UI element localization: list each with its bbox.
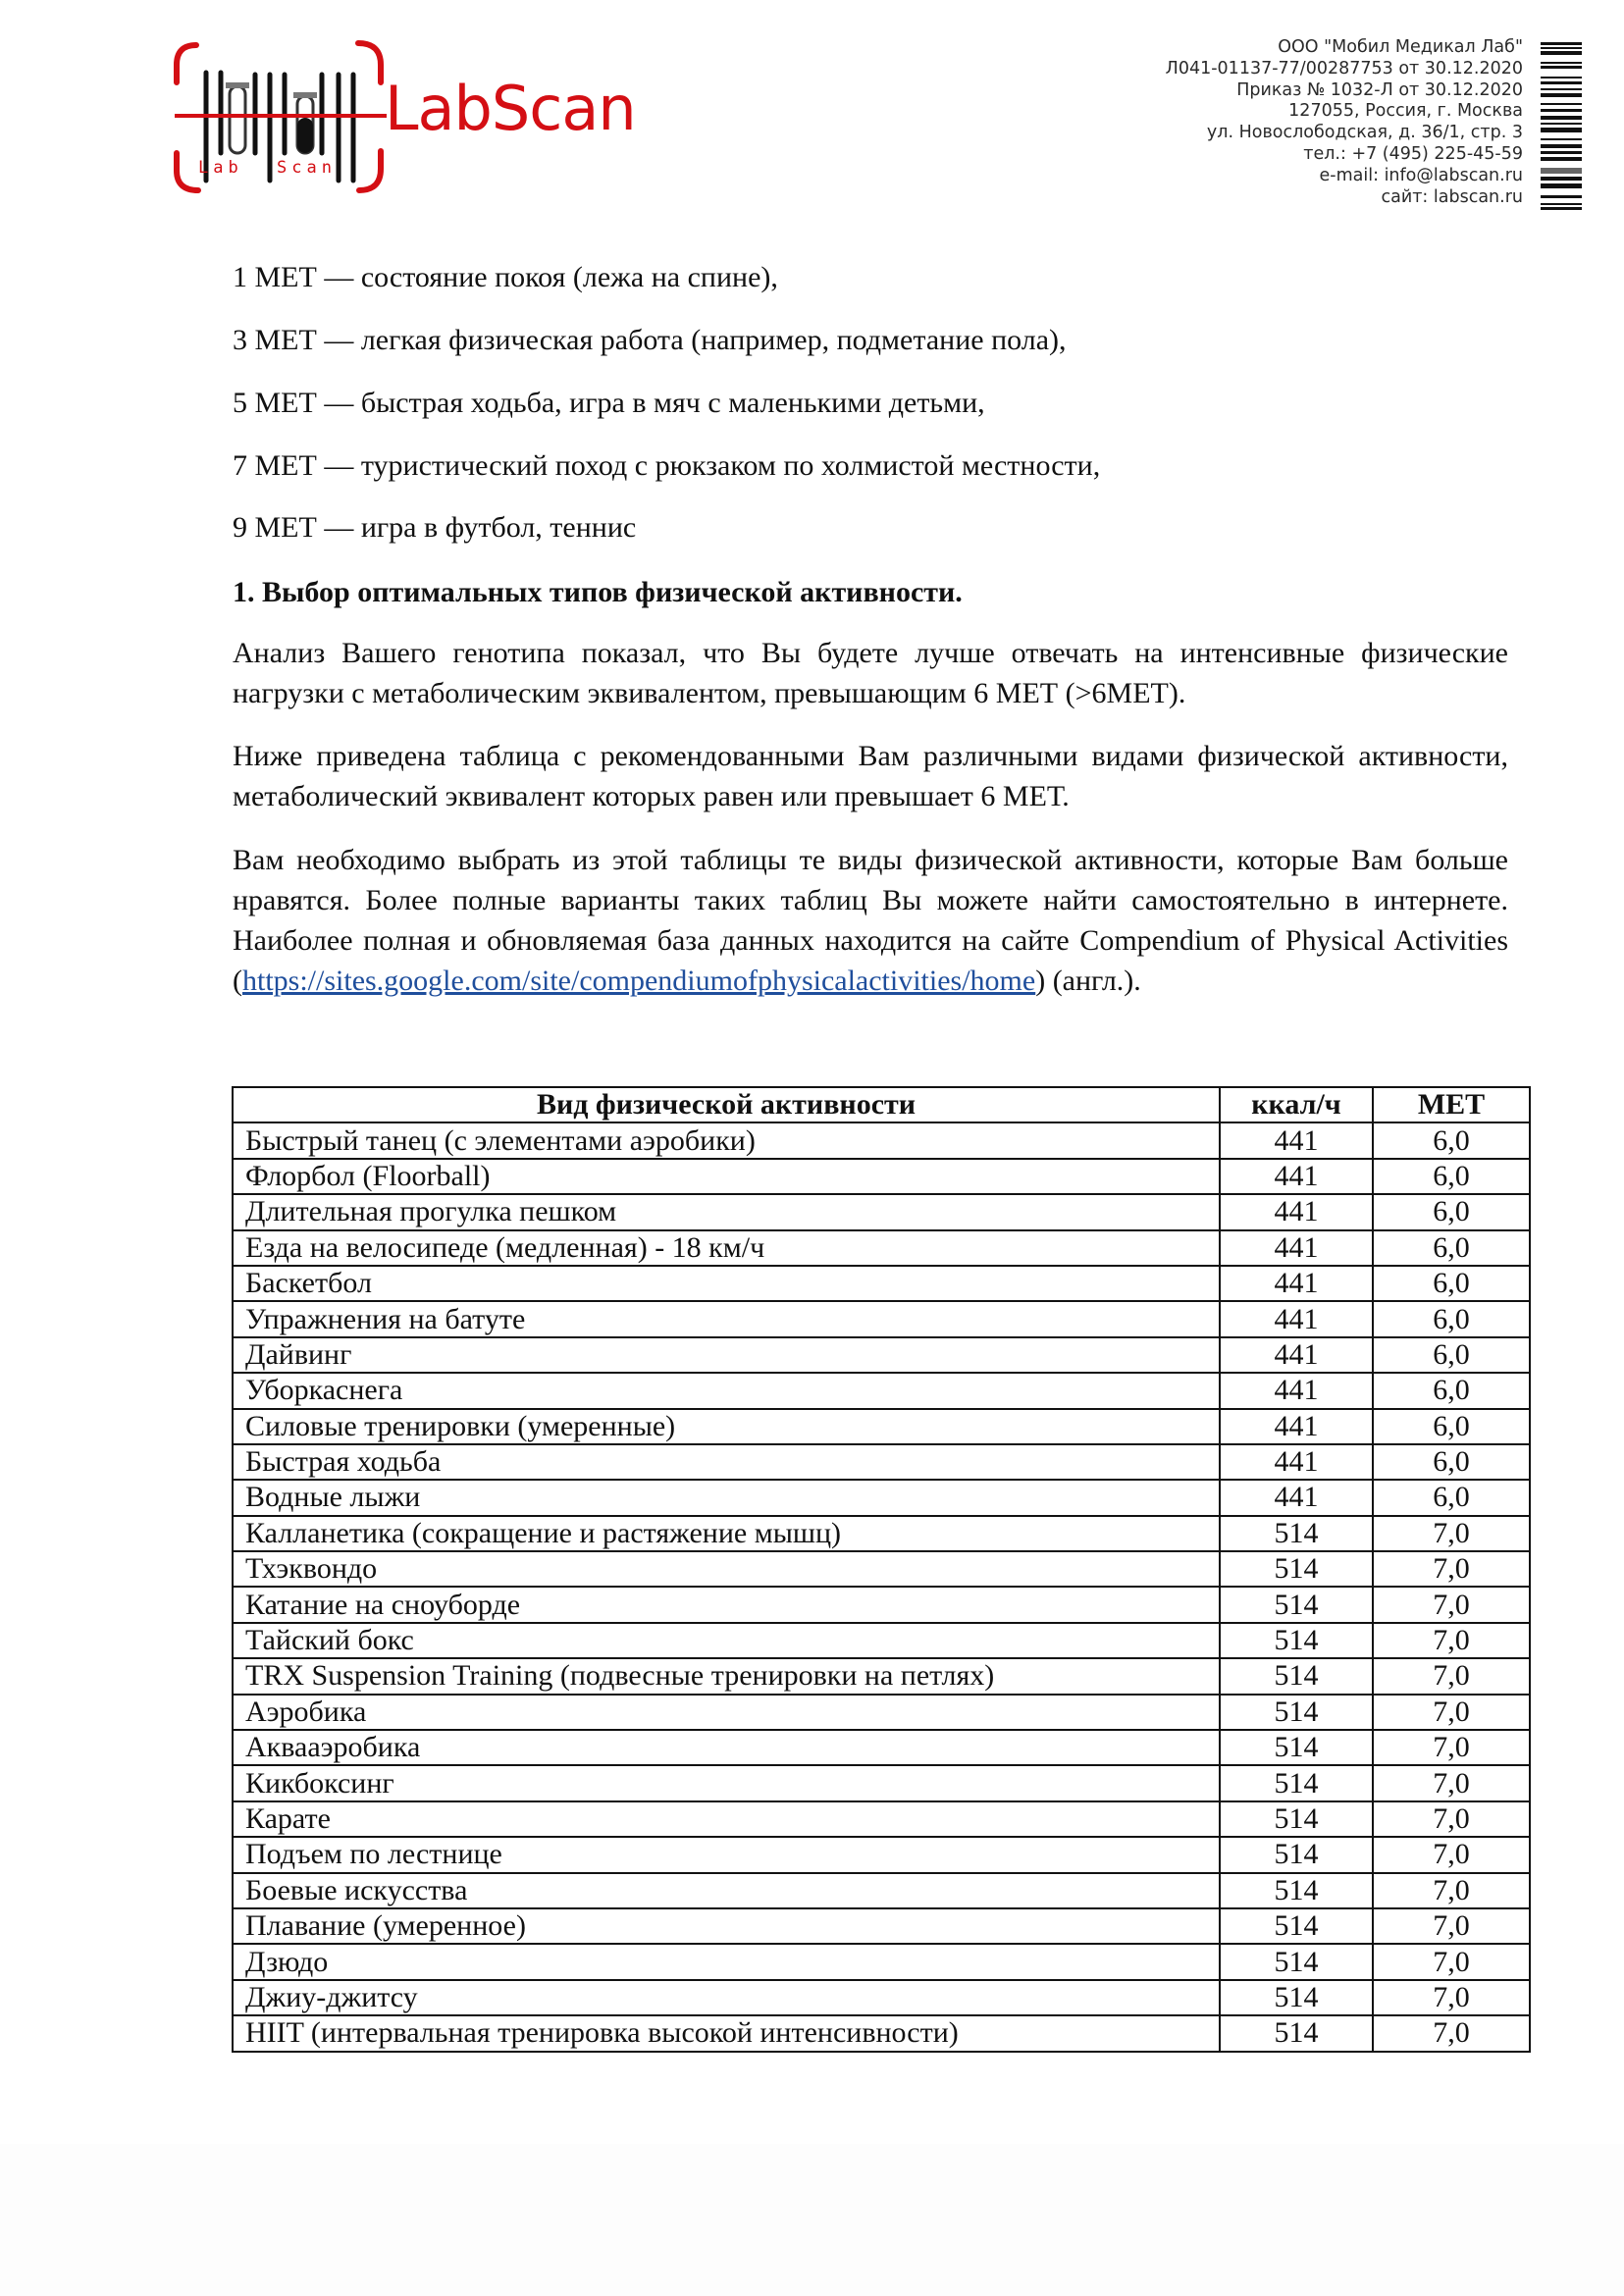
kcal-cell: 441	[1220, 1301, 1373, 1336]
svg-text:Lab: Lab	[198, 158, 243, 178]
activity-cell: Баскетбол	[233, 1266, 1220, 1301]
table-row	[233, 1623, 1530, 1658]
kcal-cell: 514	[1220, 1837, 1373, 1872]
table-row	[233, 1551, 1530, 1587]
company-name: ООО "Мобил Медикал Лаб"	[1278, 37, 1523, 57]
met-cell: 6,0	[1373, 1122, 1530, 1158]
activity-cell: Быстрая ходьба	[233, 1444, 1220, 1480]
svg-text:Scan: Scan	[277, 158, 337, 178]
kcal-cell: 441	[1220, 1194, 1373, 1229]
kcal-cell: 514	[1220, 1551, 1373, 1587]
paragraph-compendium-text: Вам необходимо выбрать из этой таблицы те виды физической активности, которые Вам больше нравятся. Более полные варианты таких таблиц Вы можете найти самостоятельно в интернете. Наиболее полная и обновляемая база данных находится на сайте Compendium of Physical Activities (	[233, 844, 1508, 997]
kcal-cell: 514	[1220, 1730, 1373, 1765]
paragraph-compendium-suffix: ) (англ.).	[1035, 965, 1141, 997]
barcode-logo-icon	[167, 35, 393, 202]
phone: тел.: +7 (495) 225-45-59	[1303, 143, 1523, 164]
activity-cell: Водные лыжи	[233, 1480, 1220, 1515]
activity-cell: Езда на велосипеде (медленная) - 18 км/ч	[233, 1230, 1220, 1266]
met-cell: 6,0	[1373, 1230, 1530, 1266]
met-cell: 6,0	[1373, 1159, 1530, 1194]
table-row	[233, 1122, 1530, 1158]
table-row	[233, 1658, 1530, 1694]
table-row	[233, 1230, 1530, 1266]
kcal-cell: 441	[1220, 1444, 1373, 1480]
met-cell: 7,0	[1373, 1516, 1530, 1551]
table-row	[233, 1873, 1530, 1908]
table-row	[233, 1480, 1530, 1515]
activity-cell: Боевые искусства	[233, 1873, 1220, 1908]
website: сайт: labscan.ru	[1381, 186, 1523, 207]
activity-cell: Быстрый танец (с элементами аэробики)	[233, 1122, 1220, 1158]
table-row	[233, 1194, 1530, 1229]
address-street: ул. Новослободская, д. 36/1, стр. 3	[1206, 123, 1523, 143]
activity-cell: HIIT (интервальная тренировка высокой интенсивности)	[233, 2015, 1220, 2051]
met-cell: 7,0	[1373, 1980, 1530, 2015]
table-header-row	[233, 1087, 1530, 1122]
met-example-3: 3 МЕТ — легкая физическая работа (например, подметание пола),	[233, 324, 1067, 356]
table-row	[233, 1516, 1530, 1551]
activity-cell: Подъем по лестнице	[233, 1837, 1220, 1872]
kcal-cell: 441	[1220, 1122, 1373, 1158]
activity-cell: TRX Suspension Training (подвесные тренировки на петлях)	[233, 1658, 1220, 1694]
met-cell: 7,0	[1373, 1551, 1530, 1587]
table-row	[233, 1266, 1530, 1301]
kcal-cell: 441	[1220, 1337, 1373, 1373]
activity-cell: Упражнения на батуте	[233, 1301, 1220, 1336]
section-heading: 1. Выбор оптимальных типов физической активности.	[233, 576, 963, 608]
activities-table	[232, 1086, 1531, 2053]
kcal-cell: 514	[1220, 1623, 1373, 1658]
met-cell: 6,0	[1373, 1480, 1530, 1515]
kcal-cell: 441	[1220, 1373, 1373, 1408]
kcal-cell: 514	[1220, 1801, 1373, 1837]
activity-cell: Тхэквондо	[233, 1551, 1220, 1587]
table-row	[233, 1409, 1530, 1444]
paragraph-table-intro: Ниже приведена таблица с рекомендованными Вам различными видами физической активности, метаболический эквивалент которых равен или превышает 6 МЕТ.	[233, 740, 1508, 812]
table-row	[233, 1730, 1530, 1765]
met-cell: 7,0	[1373, 1837, 1530, 1872]
met-cell: 6,0	[1373, 1194, 1530, 1229]
table-row	[233, 2015, 1530, 2051]
kcal-cell: 514	[1220, 1587, 1373, 1622]
kcal-cell: 441	[1220, 1266, 1373, 1301]
kcal-cell: 514	[1220, 1695, 1373, 1730]
met-cell: 6,0	[1373, 1444, 1530, 1480]
kcal-cell: 514	[1220, 1765, 1373, 1800]
met-cell: 7,0	[1373, 1587, 1530, 1622]
kcal-cell: 514	[1220, 2015, 1373, 2051]
kcal-cell: 441	[1220, 1409, 1373, 1444]
kcal-cell: 441	[1220, 1159, 1373, 1194]
header-activity: Вид физической активности	[233, 1087, 1220, 1122]
met-cell: 6,0	[1373, 1301, 1530, 1336]
activity-cell: Аквааэробика	[233, 1730, 1220, 1765]
kcal-cell: 514	[1220, 1658, 1373, 1694]
email: e-mail: info@labscan.ru	[1319, 165, 1523, 185]
kcal-cell: 514	[1220, 1908, 1373, 1944]
compendium-link[interactable]: https://sites.google.com/site/compendiumofphysicalactivities/home	[242, 965, 1036, 997]
activity-cell: Тайский бокс	[233, 1623, 1220, 1658]
activity-cell: Кикбоксинг	[233, 1765, 1220, 1800]
activity-cell: Карате	[233, 1801, 1220, 1837]
kcal-cell: 514	[1220, 1944, 1373, 1979]
header-kcal: ккал/ч	[1220, 1087, 1373, 1122]
met-cell: 6,0	[1373, 1409, 1530, 1444]
kcal-cell: 514	[1220, 1980, 1373, 2015]
activity-cell: Джиу-джитсу	[233, 1980, 1220, 2015]
table-row	[233, 1801, 1530, 1837]
activity-cell: Дайвинг	[233, 1337, 1220, 1373]
met-example-7: 7 МЕТ — туристический поход с рюкзаком по холмистой местности,	[233, 449, 1101, 482]
kcal-cell: 514	[1220, 1516, 1373, 1551]
activity-cell: Калланетика (сокращение и растяжение мышц)	[233, 1516, 1220, 1551]
activity-cell: Силовые тренировки (умеренные)	[233, 1409, 1220, 1444]
met-cell: 6,0	[1373, 1337, 1530, 1373]
met-cell: 7,0	[1373, 1730, 1530, 1765]
met-cell: 7,0	[1373, 1873, 1530, 1908]
activity-cell: Плавание (умеренное)	[233, 1908, 1220, 1944]
activity-cell: Аэробика	[233, 1695, 1220, 1730]
table-row	[233, 1908, 1530, 1944]
table-row	[233, 1159, 1530, 1194]
kcal-cell: 441	[1220, 1230, 1373, 1266]
met-cell: 6,0	[1373, 1373, 1530, 1408]
met-cell: 7,0	[1373, 1801, 1530, 1837]
table-row	[233, 1337, 1530, 1373]
met-cell: 7,0	[1373, 1623, 1530, 1658]
met-cell: 7,0	[1373, 2015, 1530, 2051]
table-row	[233, 1695, 1530, 1730]
logo-wordmark: LabScan	[385, 73, 636, 144]
met-example-1: 1 МЕТ — состояние покоя (лежа на спине),	[233, 261, 778, 293]
met-cell: 7,0	[1373, 1765, 1530, 1800]
activity-cell: Дзюдо	[233, 1944, 1220, 1979]
activity-cell: Длительная прогулка пешком	[233, 1194, 1220, 1229]
met-cell: 7,0	[1373, 1658, 1530, 1694]
header-met: МЕТ	[1373, 1087, 1530, 1122]
company-info	[1166, 37, 1523, 208]
table-row	[233, 1980, 1530, 2015]
table-row	[233, 1944, 1530, 1979]
order-number: Приказ № 1032-Л от 30.12.2020	[1236, 79, 1523, 100]
met-cell: 6,0	[1373, 1266, 1530, 1301]
table-row	[233, 1373, 1530, 1408]
table-row	[233, 1444, 1530, 1480]
met-cell: 7,0	[1373, 1908, 1530, 1944]
paragraph-compendium	[233, 840, 1508, 1001]
met-example-9: 9 МЕТ — игра в футбол, теннис	[233, 511, 637, 544]
address-city: 127055, Россия, г. Москва	[1288, 101, 1523, 122]
activity-cell: Уборкаснега	[233, 1373, 1220, 1408]
paragraph-genotype: Анализ Вашего генотипа показал, что Вы будете лучше отвечать на интенсивные физические нагрузки с метаболическим эквивалентом, превышающим 6 МЕТ (>6МЕТ).	[233, 637, 1508, 709]
kcal-cell: 441	[1220, 1480, 1373, 1515]
activity-cell: Катание на сноуборде	[233, 1587, 1220, 1622]
license-number: Л041-01137-77/00287753 от 30.12.2020	[1165, 58, 1523, 78]
met-cell: 7,0	[1373, 1944, 1530, 1979]
table-row	[233, 1301, 1530, 1336]
kcal-cell: 514	[1220, 1873, 1373, 1908]
table-row	[233, 1587, 1530, 1622]
table-row	[233, 1765, 1530, 1800]
met-cell: 7,0	[1373, 1695, 1530, 1730]
barcode-icon	[1541, 42, 1582, 211]
activity-cell: Флорбол (Floorball)	[233, 1159, 1220, 1194]
met-example-5: 5 МЕТ — быстрая ходьба, игра в мяч с маленькими детьми,	[233, 387, 985, 419]
table-row	[233, 1837, 1530, 1872]
